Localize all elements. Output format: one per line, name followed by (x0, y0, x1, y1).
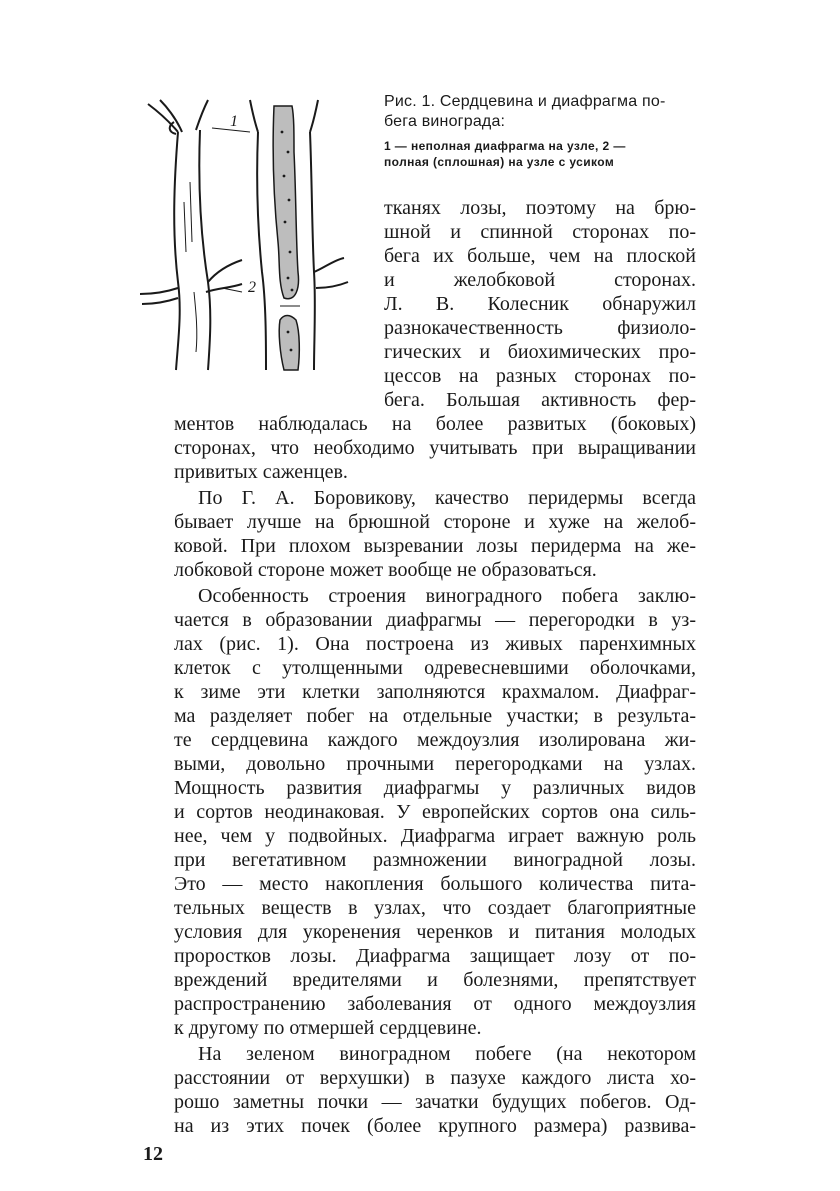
text-line: тельных веществ в узлах, что создает благоприятные (174, 897, 696, 919)
text-line: Мощность развития диафрагмы у различных видов (174, 777, 696, 799)
shoot-exterior-drawing (140, 100, 242, 370)
text-line: привитых саженцев. (174, 461, 348, 483)
text-line: условия для укоренения черенков и питания молодых (174, 921, 696, 943)
text-line: и желобковой сторонах. (384, 269, 696, 291)
caption-legend (384, 138, 696, 170)
text-line: лах (рис. 1). Она построена из живых паренхимных (174, 633, 696, 655)
text-line: Это — место накопления большого количества пита- (174, 873, 696, 895)
text-line: гических и биохимических про- (384, 341, 696, 363)
text-line: сторонах, что необходимо учитывать при выращивании (174, 437, 696, 459)
text-line: к зиме эти клетки заполняются крахмалом. Диафраг- (174, 681, 696, 703)
text-line: бега их больше, чем на плоской (384, 245, 696, 267)
text-line: чается в образовании диафрагмы — перегородки в уз- (174, 609, 696, 631)
figure-caption (384, 92, 696, 170)
text-line: выми, довольно прочными перегородками на узлах. (174, 753, 696, 775)
text-line: лобковой стороне может вообще не образоваться. (174, 559, 597, 581)
text-line: рошо заметны почки — зачатки будущих побегов. Од- (174, 1091, 696, 1113)
caption-legend-line-2: полная (сплошная) на узле с усиком (384, 155, 615, 169)
text-line: на из этих почек (более крупного размера) развива- (174, 1115, 696, 1137)
caption-title (384, 92, 696, 132)
paragraph-first-line: По Г. А. Боровикову, качество перидермы всегда (198, 487, 696, 509)
page-number: 12 (143, 1143, 163, 1165)
text-line: Л. В. Колесник обнаружил (384, 293, 696, 315)
text-line: разнокачественность физиоло- (384, 317, 696, 339)
text-line: бывает лучше на брюшной стороне и хуже на желоб- (174, 511, 696, 533)
text-line: вреждений вредителями и болезнями, препятствует (174, 969, 696, 991)
paragraph-first-line: На зеленом виноградном побеге (на некотором (198, 1043, 696, 1065)
text-line: те сердцевина каждого междоузлия изолирована жи- (174, 729, 696, 751)
caption-legend-line-1: 1 — неполная диафрагма на узле, 2 — (384, 139, 626, 153)
text-line: при вегетативном размножении виноградной лозы. (174, 849, 696, 871)
text-line: бега. Большая активность фер- (384, 389, 696, 411)
text-line: клеток с утолщенными одревесневшими оболочками, (174, 657, 696, 679)
label-1: 1 (230, 113, 238, 130)
text-line: распространению заболевания от одного междоузлия (174, 993, 696, 1015)
label-2: 2 (248, 279, 256, 296)
caption-title-line-2: бега винограда: (384, 113, 506, 130)
caption-title-line-1: Рис. 1. Сердцевина и диафрагма по- (384, 93, 666, 110)
text-line: ковой. При плохом вызревании лозы перидерма на же- (174, 535, 696, 557)
text-line: ма разделяет побег на отдельные участки; в результа- (174, 705, 696, 727)
text-line: и сортов неодинаковая. У европейских сортов она силь- (174, 801, 696, 823)
text-line: тканях лозы, поэтому на брю- (384, 197, 696, 219)
text-line: цессов на разных сторонах по- (384, 365, 696, 387)
text-line: проростков лозы. Диафрагма защищает лозу от по- (174, 945, 696, 967)
text-line: к другому по отмершей сердцевине. (174, 1017, 482, 1039)
text-line: нее, чем у подвойных. Диафрагма играет важную роль (174, 825, 696, 847)
text-line: шной и спинной сторонах по- (384, 221, 696, 243)
paragraph-first-line: Особенность строения виноградного побега заклю- (198, 585, 696, 607)
figure-vine-shoot-illustration (138, 92, 370, 372)
text-line: расстоянии от верхушки) в пазухе каждого листа хо- (174, 1067, 696, 1089)
vine-shoot-drawing (138, 92, 370, 372)
label-2-leader (222, 288, 242, 292)
pith-column (273, 106, 299, 370)
text-line: ментов наблюдалась на более развитых (боковых) (174, 413, 696, 435)
shoot-section-drawing (250, 100, 348, 370)
